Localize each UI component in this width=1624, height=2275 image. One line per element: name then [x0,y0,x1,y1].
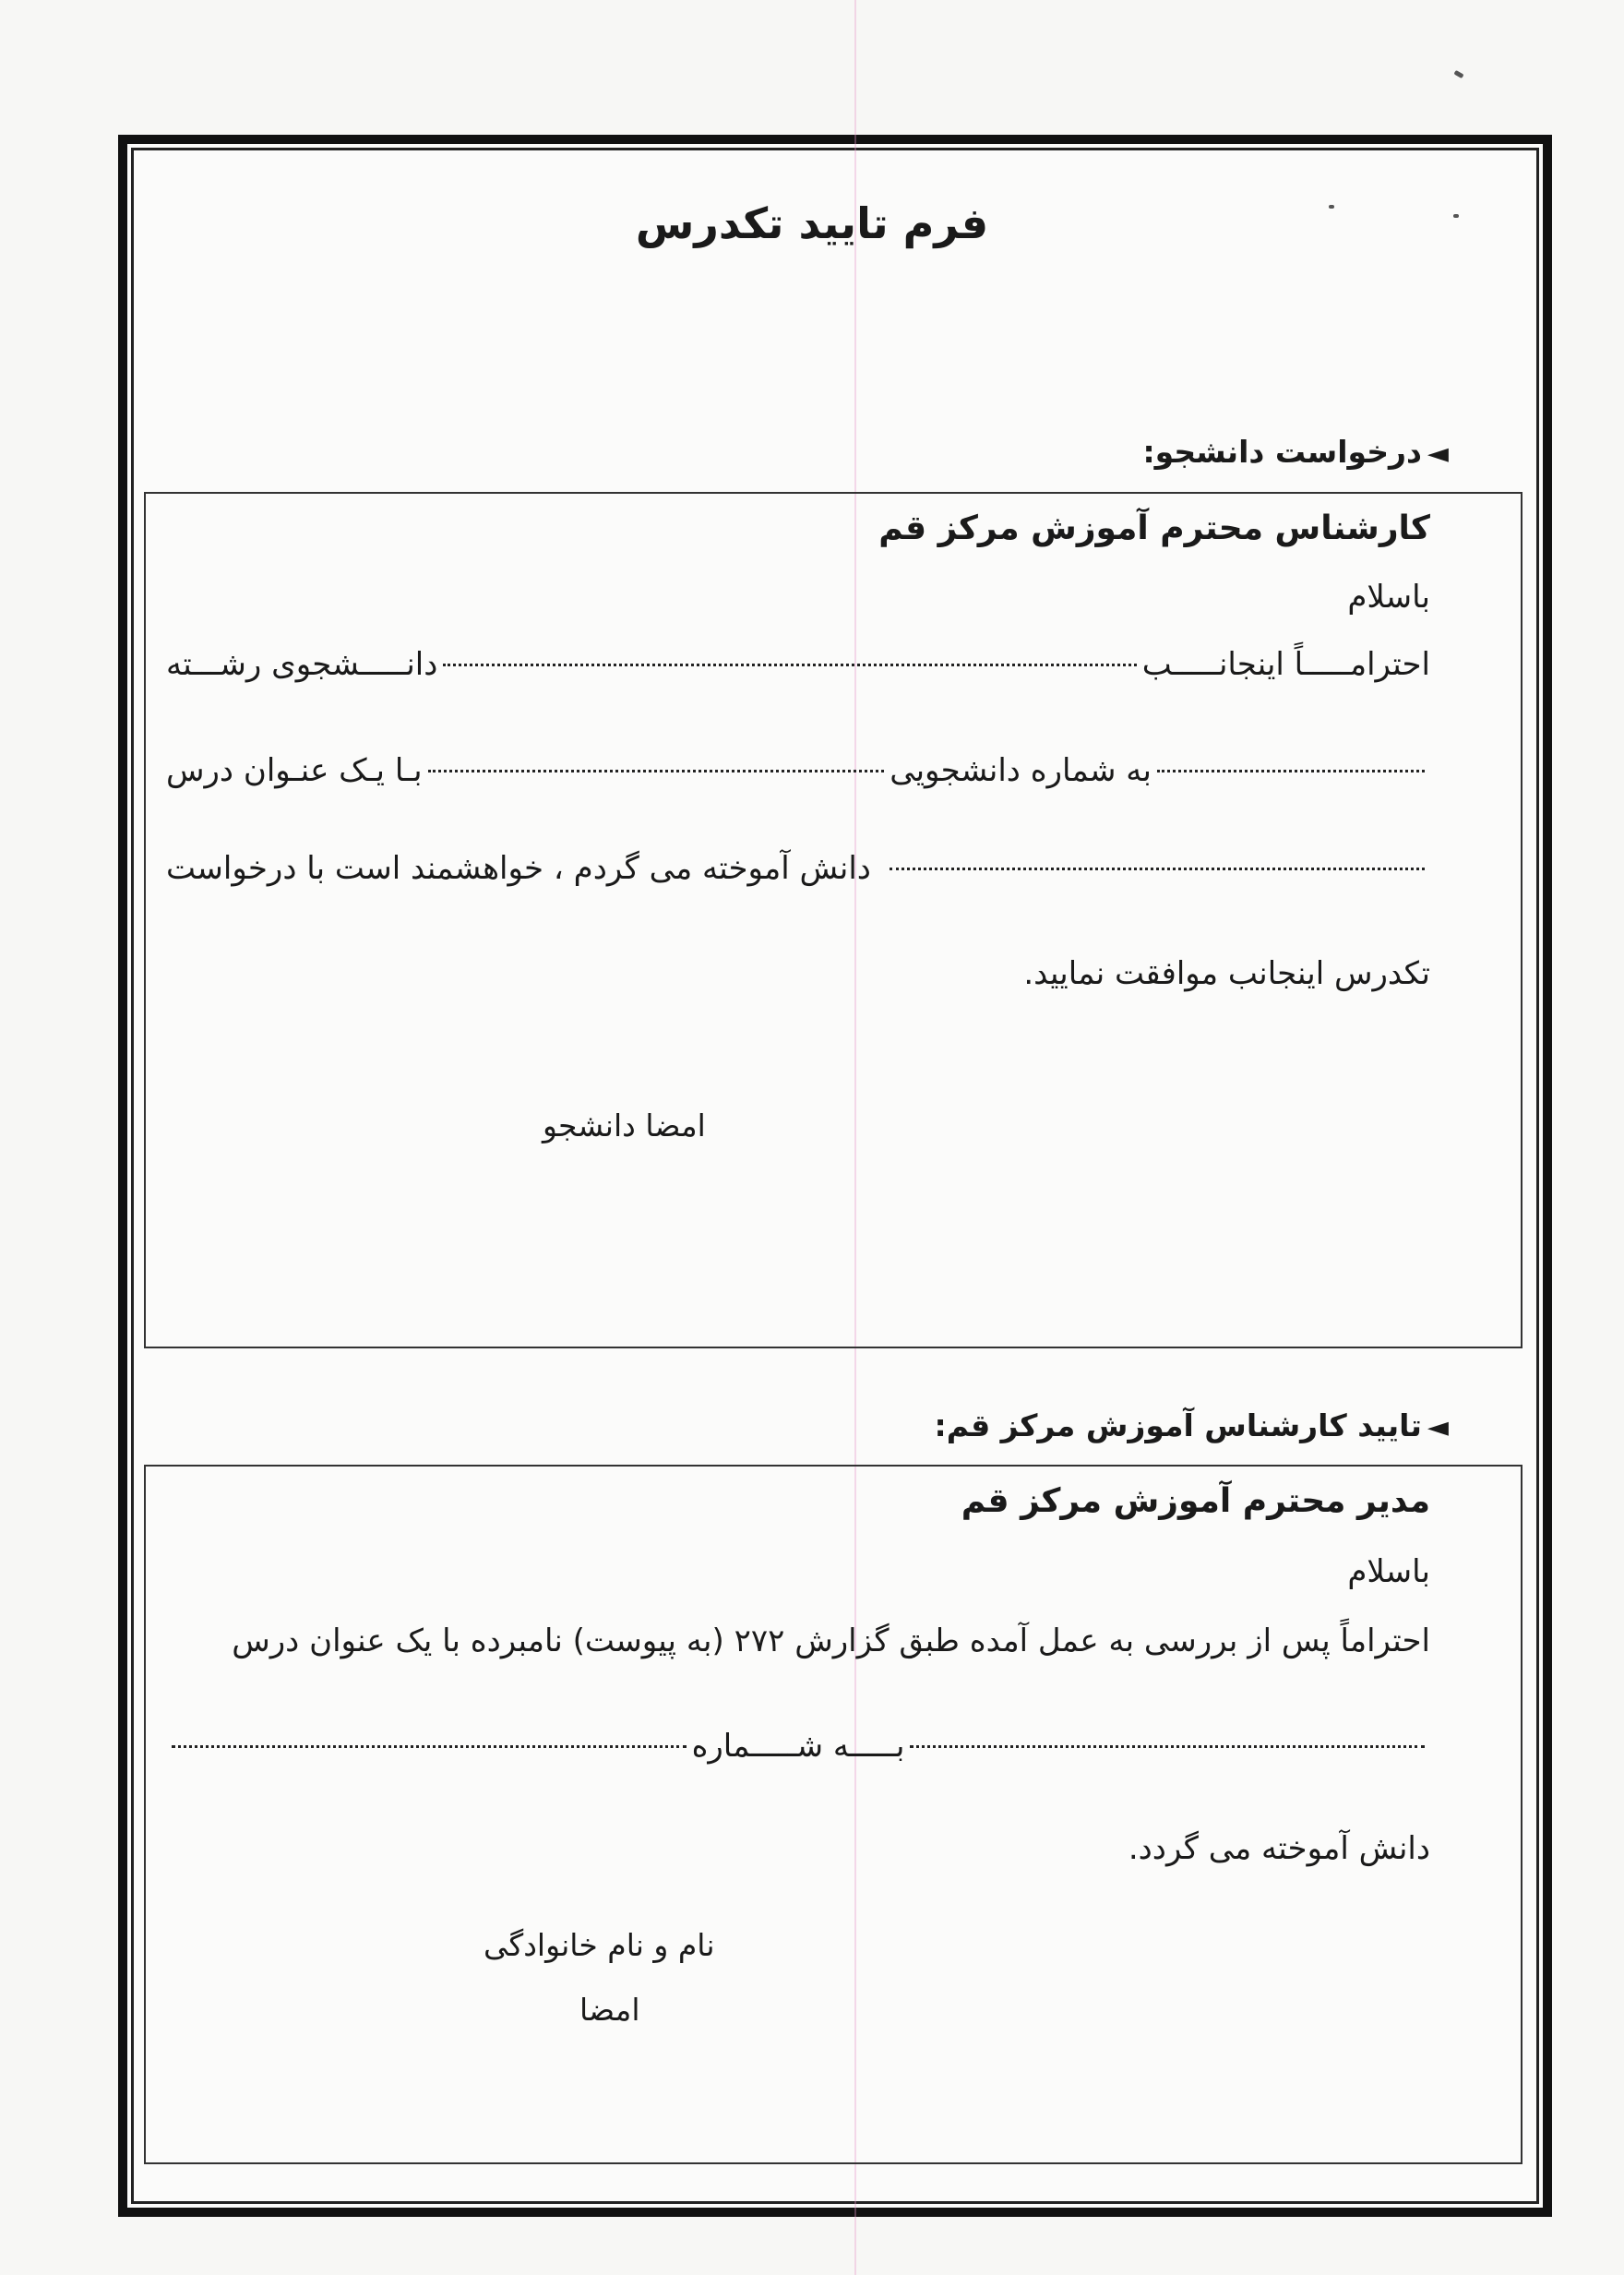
student-name-blank[interactable] [443,663,1136,666]
line1-start-text: احترامـــــاً اینجانـــــب [1141,646,1430,683]
expert-approval-line3: دانش آموخته می گردد. [1128,1830,1430,1867]
form-title: فرم تایید تکدرس [635,198,989,248]
scan-speck [1453,70,1463,78]
student-request-greeting: باسلام [1347,579,1430,616]
triangle-marker-icon: ◄ [1427,1411,1449,1443]
student-request-box [144,492,1522,1348]
line2-end-text: بـا یـک عنـوان درس [166,752,423,789]
student-request-line2 [166,752,1430,790]
line3-text: دانش آموخته می گردم ، خواهشمند است با درخواست [166,850,871,887]
number-label: بـــــه شـــــماره [691,1728,905,1765]
expert-approval-salutation: مدیر محترم آموزش مرکز قم [961,1482,1430,1520]
expert-approval-box [144,1465,1522,2164]
field-of-study-blank[interactable] [1157,769,1425,772]
expert-approval-greeting: باسلام [1347,1553,1430,1590]
triangle-marker-icon: ◄ [1427,437,1449,470]
expert-approval-line1: احتراماً پس از بررسی به عمل آمده طبق گزارش ۲۷۲ (به پیوست) نامبرده با یک عنوان درس [232,1622,1430,1659]
student-request-salutation: کارشناس محترم آموزش مرکز قم [878,509,1430,547]
approved-number-blank[interactable] [172,1744,687,1748]
student-signature-label: امضا دانشجو [543,1108,706,1143]
line2-start-text: به شماره دانشجویی [890,752,1152,789]
approved-course-blank[interactable] [910,1744,1425,1748]
student-number-blank[interactable] [428,769,885,772]
student-request-line1 [166,646,1430,684]
expert-approval-heading-text: تایید کارشناس آموزش مرکز قم: [934,1407,1422,1443]
line1-end-text: دانـــــشجوی رشـــته [166,646,438,683]
course-title-blank[interactable] [890,867,1425,870]
student-request-line4: تکدرس اینجانب موافقت نمایید. [1023,955,1430,992]
student-request-heading [1142,434,1449,470]
name-label: نام و نام خانوادگی [484,1927,715,1963]
expert-signature-label: امضا [579,1992,640,2028]
expert-approval-heading [935,1407,1450,1443]
student-request-heading-text: درخواست دانشجو: [1142,434,1422,470]
expert-approval-line2 [166,1728,1430,1766]
student-request-line3 [166,850,1430,888]
